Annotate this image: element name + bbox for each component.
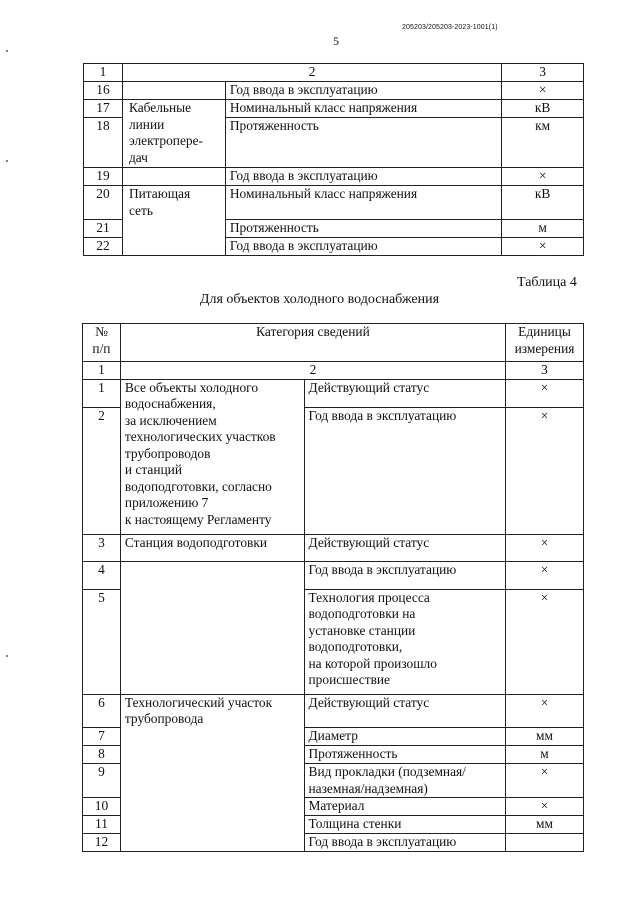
row-unit: × <box>506 694 584 728</box>
row-unit: м <box>506 746 584 764</box>
row-number: 6 <box>83 694 121 728</box>
group-label-station: Станция водоподготовки <box>120 534 304 561</box>
row-number: 3 <box>83 534 121 561</box>
margin-mark <box>6 160 8 162</box>
row-number: 10 <box>83 798 121 816</box>
row-number: 20 <box>84 186 123 220</box>
group-cell-empty <box>122 82 225 100</box>
row-unit: × <box>506 534 584 561</box>
group-cell-empty <box>120 728 304 852</box>
row-number: 21 <box>84 220 123 238</box>
group-label-cable-lines: Кабельные линии электропере- дач <box>122 100 225 168</box>
row-attribute: Протяженность <box>225 118 501 168</box>
table-row <box>83 379 584 407</box>
row-attribute: Диаметр <box>304 728 506 746</box>
row-number: 18 <box>84 118 123 168</box>
row-number: 9 <box>83 764 121 798</box>
col-number-2: 2 <box>122 64 501 82</box>
row-attribute: Вид прокладки (подземная/ наземная/надземная) <box>304 764 506 798</box>
document-id: 205203/205203-2023-1001(1) <box>402 24 498 31</box>
col-number-1: 1 <box>84 64 123 82</box>
row-unit: × <box>502 168 584 186</box>
table-row <box>83 694 584 728</box>
row-number: 1 <box>83 379 121 407</box>
row-unit: × <box>502 238 584 256</box>
row-number: 5 <box>83 589 121 694</box>
header-category: Категория сведений <box>120 324 505 362</box>
row-number: 2 <box>83 407 121 534</box>
page-number: 5 <box>333 34 339 48</box>
table-row <box>84 100 584 118</box>
row-unit: мм <box>506 728 584 746</box>
row-unit: кВ <box>502 186 584 220</box>
margin-mark <box>6 50 8 52</box>
header-units: Единицы измерения <box>506 324 584 362</box>
row-attribute: Протяженность <box>304 746 506 764</box>
col-number-1: 1 <box>83 362 121 380</box>
row-unit: × <box>506 407 584 534</box>
group-label-all-objects: Все объекты холодного водоснабжения, за исключением технологических участков трубопроводов и станций водоподготовки, согласно приложению 7 к настоящему Регламенту <box>120 379 304 534</box>
row-number: 11 <box>83 816 121 834</box>
group-cell-empty <box>122 168 225 186</box>
col-number-2: 2 <box>120 362 505 380</box>
table-row <box>83 534 584 561</box>
row-unit: × <box>502 82 584 100</box>
row-unit: × <box>506 798 584 816</box>
row-number: 19 <box>84 168 123 186</box>
table-row <box>84 186 584 220</box>
header-row <box>83 324 584 362</box>
table-row <box>83 728 584 746</box>
col-number-3: 3 <box>506 362 584 380</box>
column-number-row <box>84 64 584 82</box>
col-number-3: 3 <box>502 64 584 82</box>
group-label-supply-network: Питающая сеть <box>122 186 225 256</box>
row-unit <box>506 834 584 852</box>
row-unit: кВ <box>502 100 584 118</box>
row-unit: × <box>506 589 584 694</box>
table-title: Для объектов холодного водоснабжения <box>199 292 440 307</box>
table-row <box>84 82 584 100</box>
table-3-continuation <box>83 63 584 256</box>
margin-mark <box>6 655 8 657</box>
row-unit: × <box>506 764 584 798</box>
table-label: Таблица 4 <box>517 275 577 290</box>
group-cell-empty <box>120 561 304 694</box>
row-attribute: Год ввода в эксплуатацию <box>304 561 506 589</box>
row-unit: × <box>506 379 584 407</box>
row-attribute: Год ввода в эксплуатацию <box>304 834 506 852</box>
row-unit: мм <box>506 816 584 834</box>
row-number: 17 <box>84 100 123 118</box>
column-number-row <box>83 362 584 380</box>
row-attribute: Год ввода в эксплуатацию <box>225 168 501 186</box>
group-label-pipeline: Технологический участок трубопровода <box>120 694 304 728</box>
row-attribute: Технология процесса водоподготовки на установке станции водоподготовки, на которой произошло происшествие <box>304 589 506 694</box>
row-attribute: Протяженность <box>225 220 501 238</box>
row-attribute: Год ввода в эксплуатацию <box>225 82 501 100</box>
table-row <box>84 168 584 186</box>
row-number: 4 <box>83 561 121 589</box>
row-number: 7 <box>83 728 121 746</box>
row-attribute: Толщина стенки <box>304 816 506 834</box>
row-number: 8 <box>83 746 121 764</box>
row-number: 12 <box>83 834 121 852</box>
table-row <box>83 561 584 589</box>
table-4 <box>82 323 584 852</box>
row-number: 22 <box>84 238 123 256</box>
row-attribute: Действующий статус <box>304 534 506 561</box>
row-unit: км <box>502 118 584 168</box>
header-number: № п/п <box>83 324 121 362</box>
row-attribute: Год ввода в эксплуатацию <box>225 238 501 256</box>
row-unit: × <box>506 561 584 589</box>
row-attribute: Действующий статус <box>304 379 506 407</box>
row-attribute: Действующий статус <box>304 694 506 728</box>
row-attribute: Год ввода в эксплуатацию <box>304 407 506 534</box>
row-number: 16 <box>84 82 123 100</box>
row-attribute: Номинальный класс напряжения <box>225 100 501 118</box>
row-attribute: Материал <box>304 798 506 816</box>
row-attribute: Номинальный класс напряжения <box>225 186 501 220</box>
row-unit: м <box>502 220 584 238</box>
